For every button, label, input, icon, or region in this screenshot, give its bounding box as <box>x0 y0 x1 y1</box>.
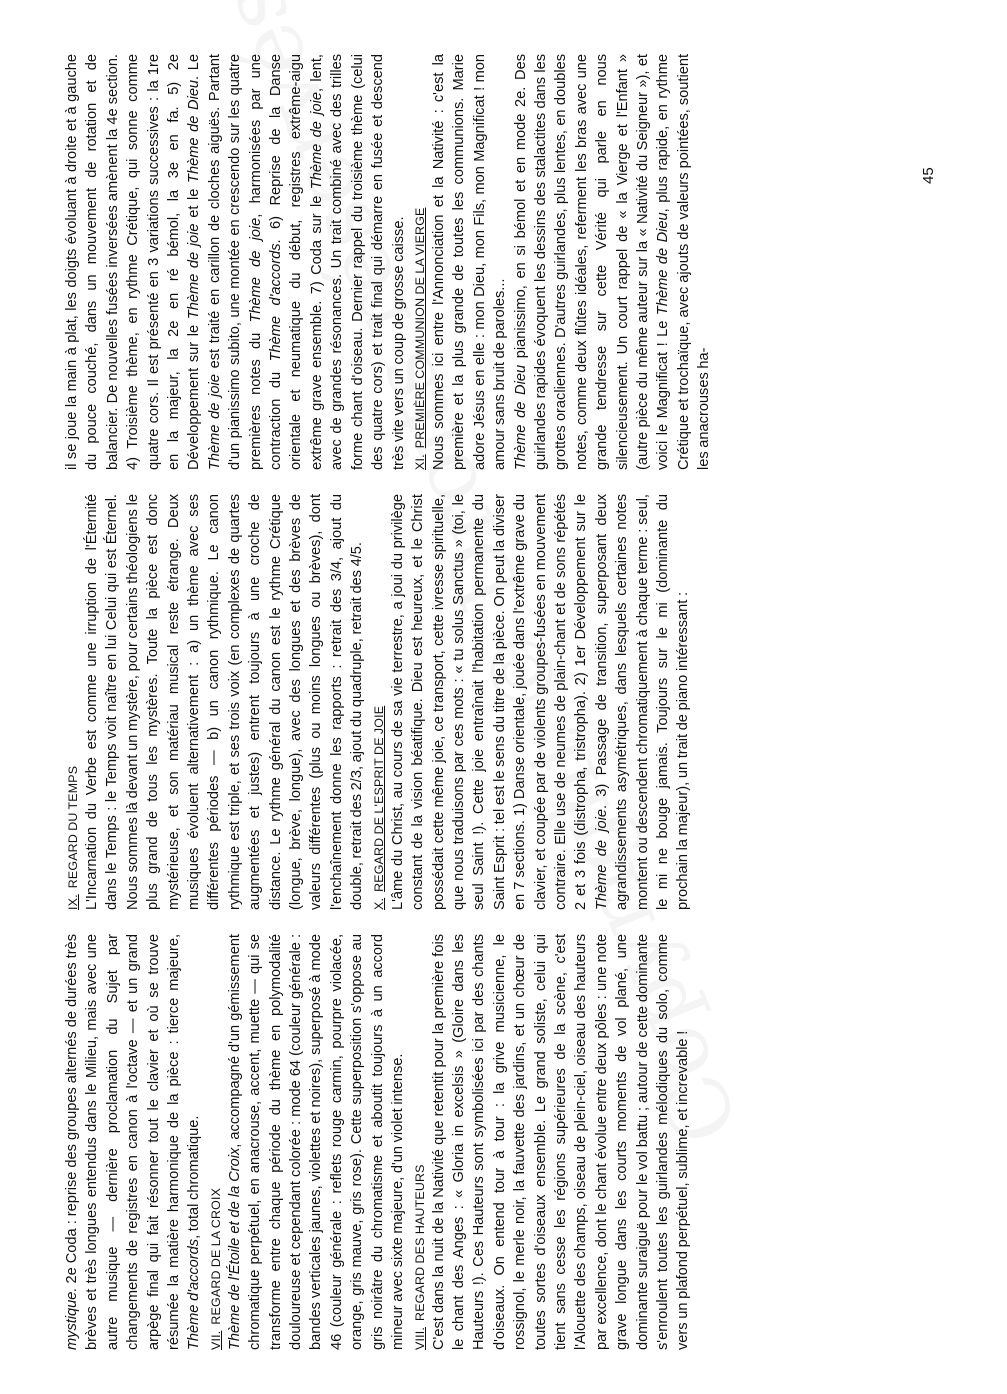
section-heading-xi: XI.PREMIÈRE COMMUNION DE LA VIERGE <box>412 207 427 470</box>
section-ix-text: L'Incarnation du Verbe est comme une irruption de l'Éternité dans le Temps : le Temps voit naître en lui Celui qui est Éternel. Nous sommes là devant un mystère, pour certains théologiens le plus grand de tous les mystères. Toute la pièce est donc mystérieuse, et son matériau musical reste étrange. Deux musiques évoluent alternativement : a) un thème avec ses différentes périodes — b) un canon rythmique. Le canon rythmique est triple, et ses trois voix (en complexes de quartes augmentées et justes) entrent toujours à une croche de distance. Le rythme général du canon est le rythme Crétique (longue, brève, longue), avec des longues et des brèves de valeurs différentes (plus ou moins longues ou brèves), dont l'enchaînement donne les rapports : retrait des 3/4, ajout du double, retrait des 2/3, ajout du quadruple, retrait des 4/5. <box>84 494 366 910</box>
coda-paragraph: mystique. 2e Coda : reprise des groupes alternés de durées très brèves et très longues entendus dans le Milieu, mais avec une autre musique — dernière proclamation du Sujet par changements de registres en canon à l'octave — et un grand arpège final qui fait résonner tout le clavier et où se trouve résumée la matière harmonique de la pièce : tierce majeure, Thème d'accords, total chromatique. <box>64 934 203 1350</box>
section-viii-text: C'est dans la nuit de la Nativité que retentit pour la première fois le chant des Anges : « Gloria in excelsis » (Gloire dans les Hauteurs !). Ces Hauteurs sont symbolisées ici par des chants d'oiseaux. On entend tour à tour : la grive musicienne, le rossignol, le merle noir, la fauvette des jardins, et un chœur de toutes sortes d'oiseaux ensemble. Le grand soliste, celui qui tient sans cesse les régions supérieures de la scène, c'est l'Alouette des champs, oiseau de plein-ciel, oiseau des hauteurs par excellence, dont le chant évolue entre deux pôles : une note grave longue dans les courts moments de vol plané, une dominante suraiguë pour le vol battu ; autour de cette dominante s'enroulent toutes les guirlandes mélodiques du solo, comme vers un plafond perpétuel, sublime, et increvable ! <box>430 934 692 1350</box>
text-column-2 <box>62 494 694 910</box>
section-x-text: L'âme du Christ, au cours de sa vie terrestre, a joui du privilège constant de la vision béatifique. Dieu est heureux, et le Christ possédait cette même joie, ce transport, cette ivresse spirituelle, que nous traduisons par ces mots : « tu solus Sanctus » (toi, le seul Saint !). Cette joie entraînait l'habitation permanente du Saint Esprit : tel est le sens du titre de la pièce. On peut la diviser en 7 sections. 1) Danse orientale, jouée dans l'extrême grave du clavier, et coupée par de violents groupes-fusées en mouvement contraire. Elle use de neumes de plain-chant et de sons répétés 2 et 3 fois (distropha, tristropha). 2) 1er Développement sur le Thème de joie. 3) Passage de transition, superposant deux agrandissements asymétriques, dans lesquels certaines notes montent ou descendent chromatiquement à chaque terme : seul, le mi ne bouge jamais. Toujours sur le mi (dominante du prochain la majeur), un trait de piano intéressant : <box>389 494 692 910</box>
section-vii-text: Thème de l'Étoile et de la Croix, accompagné d'un gémissement chromatique perpétuel, en anacrouse, accent, muette — qui se transforme entre chaque période du thème en polymodalité douloureuse et cependant colorée : mode 64 (couleur générale : bandes verticales jaunes, violettes et noires), superposé à mode 46 (couleur générale : reflets rouge carmin, pourpre violacée, orange, gris mauve, gris rose). Cette superposition s'oppose au gris noirâtre du chromatisme et aboutit toujours à un accord mineur avec sixte majeure, d'un violet intense. <box>226 934 407 1350</box>
section-heading-ix: IX.REGARD DU TEMPS <box>66 765 80 910</box>
section-heading-viii: VIII.REGARD DES HAUTEURS <box>412 1164 427 1350</box>
section-heading-vii: VII.REGARD DE LA CROIX <box>208 1187 223 1350</box>
section-xi-text: Nous sommes ici entre l'Annonciation et la Nativité : c'est la première et la plus grande de toutes les communions. Marie adore Jésus en elle : mon Dieu, mon Fils, mon Magnificat ! mon amour sans bruit de paroles... Thème de Dieu pianissimo, en si bémol et en mode 2e. Des guirlandes rapides évoquent les dessins des stalactites dans les grottes oracliennes. D'autres guirlandes, plus lentes, en doubles notes, comme deux flûtes idéales, referment les bras avec une grande tendresse sur cette Vérité qui parle en nous silencieusement. Un court rappel de « la Vierge et l'Enfant » (autre pièce du même auteur sur la « Nativité du Seigneur »), et voici le Magnificat ! Le Thème de Dieu, plus rapide, en rythme Crétique et trochaïque, avec ajouts de valeurs pointées, soutient les anacrouses ha- <box>430 54 713 470</box>
text-column-1 <box>62 934 694 1350</box>
section-heading-x: X.REGARD DE L'ESPRIT DE JOIE <box>371 705 386 910</box>
section-x-continuation: il se joue la main à plat, les doigts évoluant à droite et à gauche du pouce couché, dans un mouvement de rotation et de balancier. De nouvelles fusées inversées amènent la 4e section. 4) Troisième thème, en rythme Crétique, qui sonne comme quatre cors. Il est présenté en 3 variations successives : la 1re en la majeur, la 2e en ré bémol, la 3e en fa. 5) 2e Développement sur le Thème de joie et le Thème de Dieu. Le Thème de joie est traité en carillon de cloches aiguës. Partant d'un pianissimo subito, une montée en crescendo sur les quatre premières notes du Thème de joie, harmonisées par une contraction du Thème d'accords. 6) Reprise de la Danse orientale et neumatique du début, registres extrême-aigu extrême grave ensemble. 7) Coda sur le Thème de joie, lent, avec de grandes résonances. Un trait combiné avec des trilles forme chant d'oiseau. Dernier rappel du troisième thème (celui des quatre cors) et trait final qui démarre en fusée et descend très vite vers un coup de grosse caisse. <box>64 53 407 470</box>
page-number: 45 <box>920 167 937 184</box>
text-column-3 <box>62 54 715 470</box>
